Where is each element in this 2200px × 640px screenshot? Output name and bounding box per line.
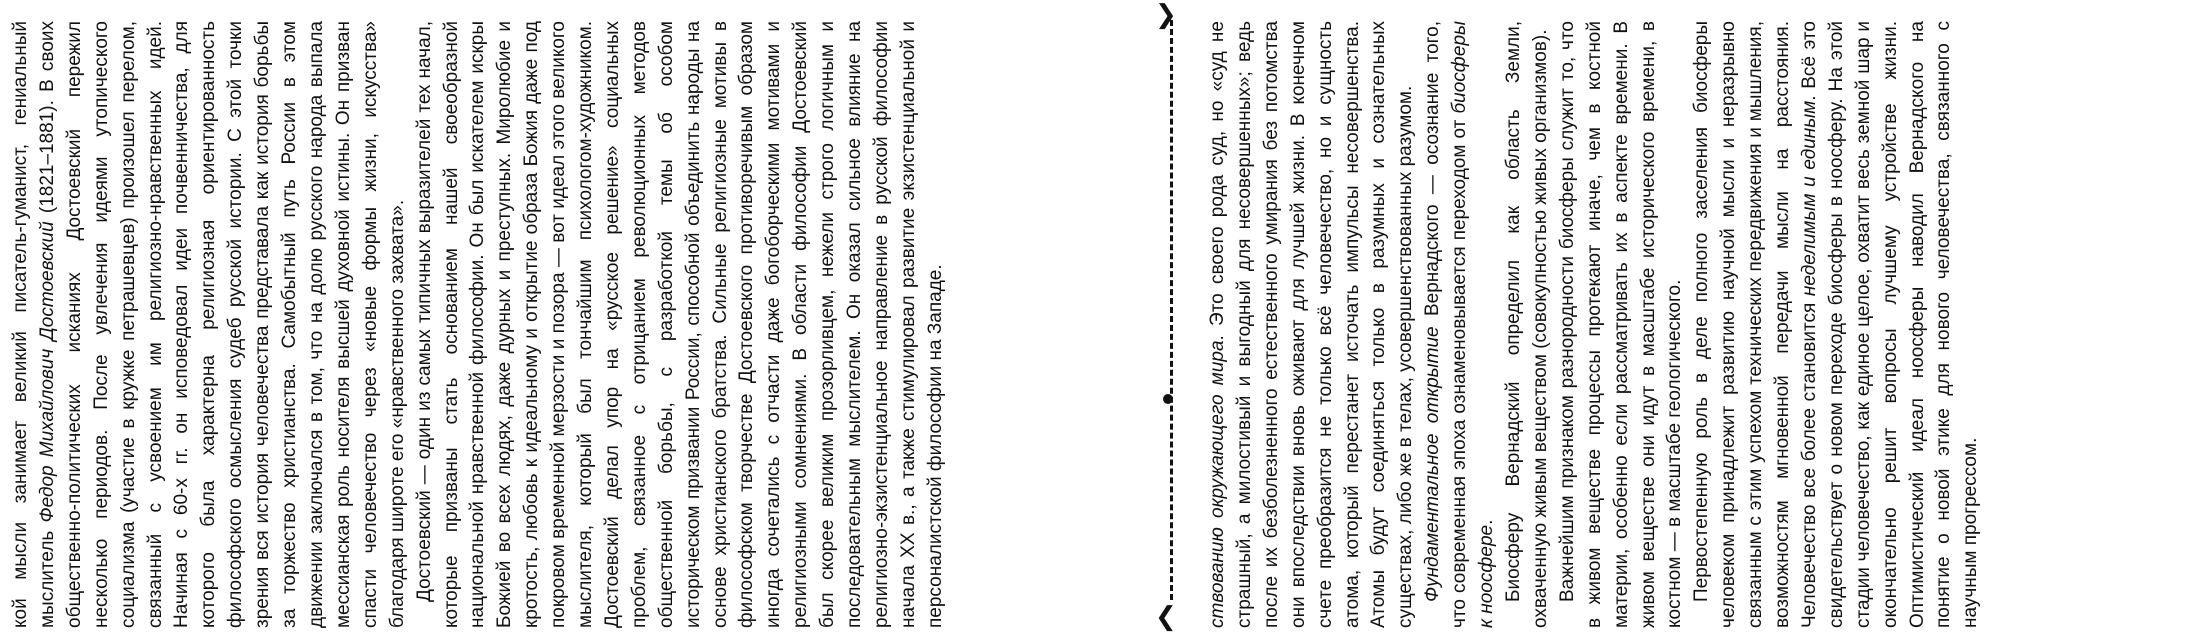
- dostoevsky-intro-paragraph: [8, 21, 412, 628]
- living-matter-paragraph: Важнейшим признаком разнородности биосферы служит то, что в живом веществе процессы протекают иначе, чем в костной материи, особенно если рассматривать их в аспекте времени. В живом веществе они идут в масштабе исторического времени, в костном — в масштабе геологического.: [1556, 21, 1686, 628]
- left-column: [8, 21, 950, 628]
- vernadsky-discovery-paragraph: [1420, 21, 1501, 628]
- dashed-separator: [1170, 20, 1173, 600]
- italic-phrase: неделимым и единым: [1798, 100, 1820, 297]
- judgment-paragraph: [1205, 21, 1420, 628]
- italic-phrase: ствованию окружающего мира: [1207, 340, 1228, 628]
- cut-marker-right: ❯: [1155, 0, 1177, 30]
- paragraph-text: .: [1476, 519, 1498, 525]
- italic-phrase: биосферы к ноосфере: [1449, 21, 1498, 628]
- paragraph-text: (1821–1881). В своих общественно-политических исканиях Достоевский пережил несколько периодов. После увлечения идеями утопического социализма (участие в кружке петрашевцев) произошел перелом, связанный с усвоением им религиозно-нравственных идей. Начиная с 60-х гг. он исповедовал идеи почвенничества, для которого была характерна религиозная ориентированность философского осмысления судеб русской истории. С этой точки зрения вся история человечества представала как история борьбы за торжество христианства. Самобытный путь России в этом движении заключался в том, что на долю русского народа выпала мессианская роль носителя высшей духовной истины. Он призван спасти человечество через «новые формы жизни, искусства» благодаря широте его «нравственного захвата».: [36, 21, 408, 628]
- bullet-dot-icon: [1163, 394, 1173, 404]
- paragraph-text: кой мысли занимает великий писатель-гуманист, гениальный мыслитель: [10, 21, 58, 628]
- paragraph-text: . Это своего рода суд, но «суд не страшный, а милостивый и выгодный для несовершенных»; ведь после их безболезненного естественного умирания без потомства они впоследствии вновь оживают для лучшей жизни. В конечном счете преобразится не только всё человечество, но и сущность атома, который перестанет источать импульсы несовершенства. Атомы будут соединяться только в разумных и сознательных существах, либо же в телах, усовершенствованных разумом.: [1207, 21, 1417, 628]
- paragraph-text: . Всё это свидетельствует о новом переходе биосферы в ноосферу. На этой стадии человечество, как единое целое, охватит весь земной шар и окончательно решит вопросы лучшему устройстве жизни. Оптимистический идеал ноосферы наводил Вернадского на понятие о новой этике для нового человечества, связанного с научным прогрессом.: [1798, 21, 1982, 628]
- cut-marker-left: ❮: [1155, 602, 1177, 632]
- italic-name: Федор Михайлович Достоевский: [36, 221, 58, 523]
- dostoevsky-assessment-paragraph: Достоевский — один из самых типичных выразителей тех начал, которые призваны стать основанием нашей своеобразной национальной нравственной философии. Он был искателем искры Божией во всех людях, даже дурных и преступных. Миролюбие и кротость, любовь к идеальному и открытие образа Божия даже под покровом временной мерзости и позора — вот идеал этого великого мыслителя, который был тончайшим психологом-художником. Достоевский делал упор на «русское решение» социальных проблем, связанное с отрицанием революционных методов общественной борьбы, с разработкой темы об особом историческом призвании России, способной объединить народы на основе христианского братства. Сильные религиозные мотивы в философском творчестве Достоевского противоречивым образом иногда сочетались с отчасти даже богоборческими мотивами и религиозными сомнениями. В области философии Достоевский был скорее великим прозорливцем, нежели строго логичным и последовательным мыслителем. Он оказал сильное влияние на религиозно-экзистенциальное направление в русской философии начала XX в., а также стимулировал развитие экзистенциальной и персоналистской философии на Западе.: [413, 21, 946, 628]
- italic-phrase: Фундаментальное открытие: [1422, 326, 1444, 602]
- paragraph-text: Первостепенную роль в деле полного заселения биосферы человеком принадлежит развитию научной мысли и неразрывно связанным с этим успехом технических передвижения и мышления, возможностям мгновенной передачи мысли на расстояния. Человечество все более становится: [1691, 21, 1820, 628]
- paragraph-text: Вернадского — осознание того, что современная эпоха ознаменовывается переходом от: [1422, 20, 1471, 628]
- right-column: [1205, 21, 1985, 628]
- biosphere-definition-paragraph: Биосферу Вернадский определил как область Земли, охваченную живым веществом (совокупностью живых организмов).: [1502, 21, 1551, 628]
- noosphere-paragraph: [1689, 21, 1985, 628]
